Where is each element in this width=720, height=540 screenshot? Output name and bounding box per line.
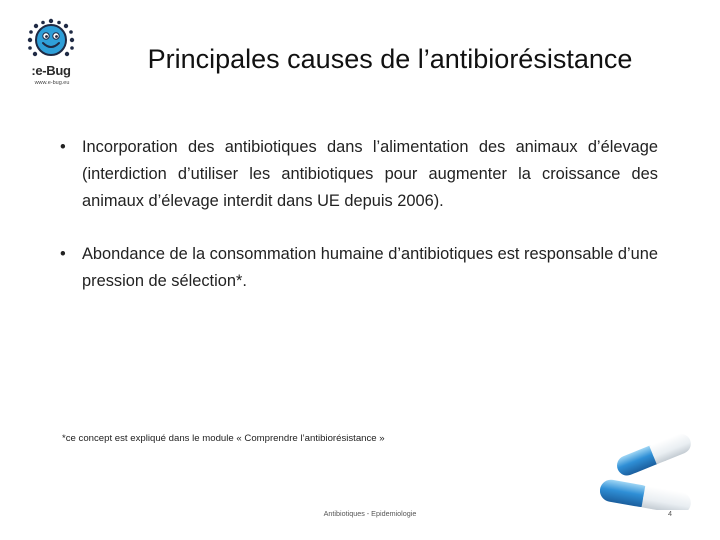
page-number: 4 — [668, 509, 672, 518]
logo-name: :e-Bug — [31, 63, 71, 78]
e-bug-sun-mascot-icon — [22, 18, 80, 68]
bullet-item — [60, 134, 658, 215]
slide-title: Principales causes de l’antibiorésistance — [147, 44, 633, 74]
bullet-list — [60, 134, 658, 321]
bullet-marker: • — [60, 138, 66, 156]
bullet-text: Incorporation des antibiotiques dans l’alimentation des animaux d’élevage (interdiction d’utiliser les antibiotiques pour augmenter la croissance des animaux d’élevage interdit dans UE depuis 2006). — [82, 138, 658, 210]
e-bug-logo — [22, 18, 80, 92]
footnote: *ce concept est expliqué dans le module « Comprendre l’antibiorésistance » — [62, 433, 385, 444]
blue-white-capsules-icon — [600, 418, 704, 510]
bullet-item — [60, 241, 658, 295]
logo-url: www.e-bug.eu — [34, 80, 70, 86]
footer-text: Antibiotiques - Epidemiologie — [323, 509, 417, 518]
bullet-marker: • — [60, 245, 66, 263]
bullet-text: Abondance de la consommation humaine d’antibiotiques est responsable d’une pression de sélection*. — [82, 245, 658, 290]
